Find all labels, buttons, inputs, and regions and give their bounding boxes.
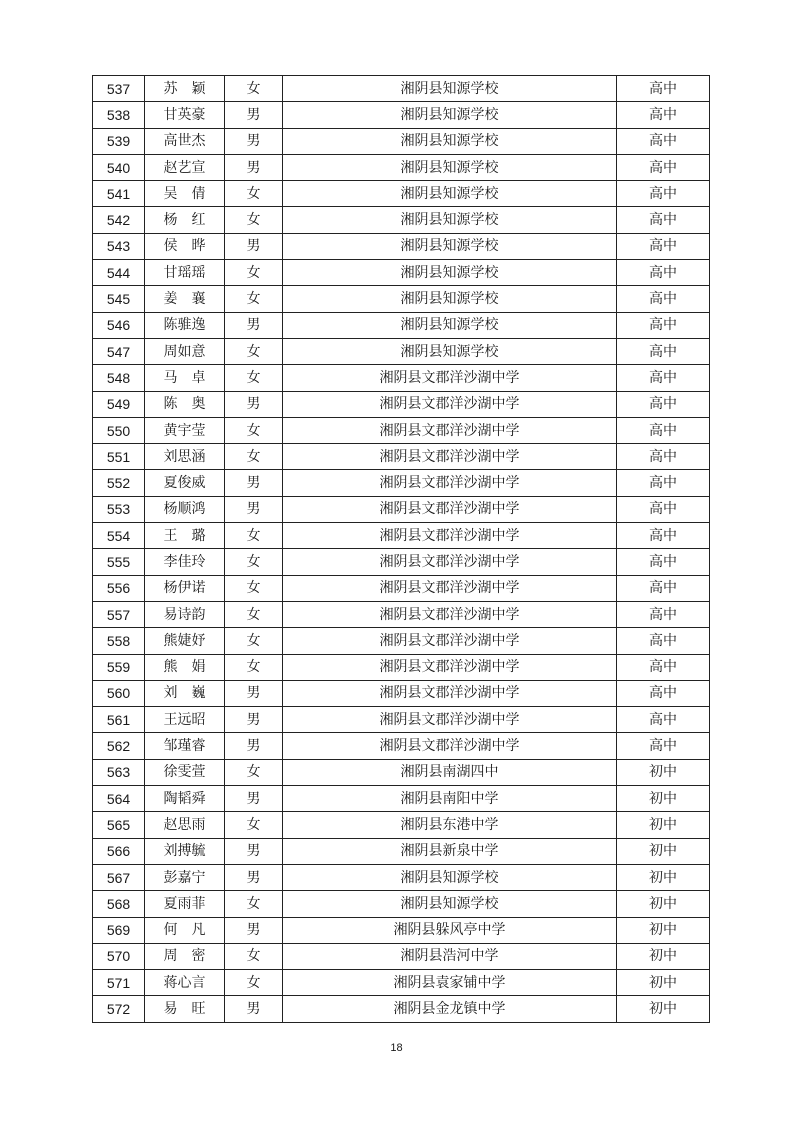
school-level-cell: 高中 <box>617 338 710 364</box>
table-row <box>93 549 710 575</box>
table-row <box>93 312 710 338</box>
student-name-cell: 姜 襄 <box>145 286 225 312</box>
table-row <box>93 470 710 496</box>
school-name-cell: 湘阴县知源学校 <box>283 181 617 207</box>
school-level-cell: 高中 <box>617 207 710 233</box>
row-number-cell: 571 <box>93 970 145 996</box>
student-name-cell: 刘搏毓 <box>145 838 225 864</box>
table-row <box>93 733 710 759</box>
table-row <box>93 523 710 549</box>
row-number-cell: 557 <box>93 601 145 627</box>
school-level-cell: 高中 <box>617 654 710 680</box>
table-row <box>93 970 710 996</box>
student-gender-cell: 女 <box>225 365 283 391</box>
student-name-cell: 刘 巍 <box>145 680 225 706</box>
school-level-cell: 高中 <box>617 601 710 627</box>
school-level-cell: 高中 <box>617 707 710 733</box>
school-level-cell: 高中 <box>617 575 710 601</box>
school-level-cell: 高中 <box>617 286 710 312</box>
school-name-cell: 湘阴县南阳中学 <box>283 786 617 812</box>
table-row <box>93 338 710 364</box>
school-level-cell: 高中 <box>617 181 710 207</box>
table-row <box>93 102 710 128</box>
student-gender-cell: 男 <box>225 680 283 706</box>
student-name-cell: 周 密 <box>145 943 225 969</box>
table-row <box>93 207 710 233</box>
school-level-cell: 高中 <box>617 444 710 470</box>
school-name-cell: 湘阴县文郡洋沙湖中学 <box>283 391 617 417</box>
table-row <box>93 864 710 890</box>
school-name-cell: 湘阴县知源学校 <box>283 864 617 890</box>
school-name-cell: 湘阴县知源学校 <box>283 76 617 102</box>
row-number-cell: 555 <box>93 549 145 575</box>
student-gender-cell: 女 <box>225 286 283 312</box>
row-number-cell: 550 <box>93 417 145 443</box>
student-gender-cell: 男 <box>225 233 283 259</box>
row-number-cell: 570 <box>93 943 145 969</box>
row-number-cell: 568 <box>93 891 145 917</box>
student-gender-cell: 男 <box>225 996 283 1022</box>
row-number-cell: 567 <box>93 864 145 890</box>
school-level-cell: 初中 <box>617 812 710 838</box>
school-level-cell: 初中 <box>617 891 710 917</box>
student-name-cell: 黄宇莹 <box>145 417 225 443</box>
table-row <box>93 759 710 785</box>
student-gender-cell: 女 <box>225 260 283 286</box>
student-gender-cell: 女 <box>225 76 283 102</box>
student-name-cell: 周如意 <box>145 338 225 364</box>
table-row <box>93 917 710 943</box>
school-name-cell: 湘阴县知源学校 <box>283 891 617 917</box>
student-gender-cell: 女 <box>225 812 283 838</box>
school-name-cell: 湘阴县文郡洋沙湖中学 <box>283 523 617 549</box>
student-name-cell: 苏 颖 <box>145 76 225 102</box>
table-row <box>93 601 710 627</box>
school-level-cell: 初中 <box>617 864 710 890</box>
school-name-cell: 湘阴县知源学校 <box>283 102 617 128</box>
school-name-cell: 湘阴县躲风亭中学 <box>283 917 617 943</box>
table-row <box>93 417 710 443</box>
row-number-cell: 559 <box>93 654 145 680</box>
school-level-cell: 高中 <box>617 76 710 102</box>
table-row <box>93 76 710 102</box>
school-name-cell: 湘阴县知源学校 <box>283 128 617 154</box>
school-name-cell: 湘阴县袁家铺中学 <box>283 970 617 996</box>
row-number-cell: 565 <box>93 812 145 838</box>
school-name-cell: 湘阴县文郡洋沙湖中学 <box>283 417 617 443</box>
table-row <box>93 838 710 864</box>
row-number-cell: 541 <box>93 181 145 207</box>
page-number: 18 <box>390 1042 403 1054</box>
student-name-cell: 夏俊威 <box>145 470 225 496</box>
student-gender-cell: 女 <box>225 207 283 233</box>
row-number-cell: 558 <box>93 628 145 654</box>
school-name-cell: 湘阴县知源学校 <box>283 312 617 338</box>
student-name-cell: 甘英豪 <box>145 102 225 128</box>
table-row <box>93 365 710 391</box>
table-row <box>93 181 710 207</box>
school-level-cell: 高中 <box>617 128 710 154</box>
student-name-cell: 杨伊诺 <box>145 575 225 601</box>
school-name-cell: 湘阴县文郡洋沙湖中学 <box>283 575 617 601</box>
school-level-cell: 高中 <box>617 312 710 338</box>
student-gender-cell: 男 <box>225 838 283 864</box>
school-level-cell: 高中 <box>617 233 710 259</box>
row-number-cell: 549 <box>93 391 145 417</box>
student-gender-cell: 女 <box>225 444 283 470</box>
table-row <box>93 575 710 601</box>
student-gender-cell: 男 <box>225 917 283 943</box>
student-name-cell: 蒋心言 <box>145 970 225 996</box>
student-name-cell: 易诗韵 <box>145 601 225 627</box>
school-name-cell: 湘阴县文郡洋沙湖中学 <box>283 496 617 522</box>
student-name-cell: 陈骓逸 <box>145 312 225 338</box>
school-level-cell: 高中 <box>617 391 710 417</box>
school-name-cell: 湘阴县南湖四中 <box>283 759 617 785</box>
table-row <box>93 260 710 286</box>
school-name-cell: 湘阴县知源学校 <box>283 338 617 364</box>
student-name-cell: 彭嘉宁 <box>145 864 225 890</box>
student-name-cell: 徐雯萱 <box>145 759 225 785</box>
student-name-cell: 易 旺 <box>145 996 225 1022</box>
student-gender-cell: 女 <box>225 891 283 917</box>
table-row <box>93 943 710 969</box>
student-gender-cell: 女 <box>225 417 283 443</box>
school-name-cell: 湘阴县新泉中学 <box>283 838 617 864</box>
student-name-cell: 夏雨菲 <box>145 891 225 917</box>
student-name-cell: 赵艺宣 <box>145 154 225 180</box>
student-gender-cell: 女 <box>225 970 283 996</box>
row-number-cell: 561 <box>93 707 145 733</box>
table-row <box>93 786 710 812</box>
school-level-cell: 高中 <box>617 549 710 575</box>
school-level-cell: 初中 <box>617 996 710 1022</box>
row-number-cell: 545 <box>93 286 145 312</box>
table-row <box>93 628 710 654</box>
student-gender-cell: 男 <box>225 864 283 890</box>
student-name-cell: 李佳玲 <box>145 549 225 575</box>
school-level-cell: 高中 <box>617 470 710 496</box>
student-name-cell: 侯 晔 <box>145 233 225 259</box>
school-level-cell: 高中 <box>617 733 710 759</box>
student-gender-cell: 男 <box>225 470 283 496</box>
school-level-cell: 初中 <box>617 943 710 969</box>
student-name-cell: 刘思涵 <box>145 444 225 470</box>
student-name-cell: 熊婕妤 <box>145 628 225 654</box>
school-name-cell: 湘阴县文郡洋沙湖中学 <box>283 549 617 575</box>
row-number-cell: 566 <box>93 838 145 864</box>
student-name-cell: 高世杰 <box>145 128 225 154</box>
roster-body <box>93 76 710 1023</box>
row-number-cell: 539 <box>93 128 145 154</box>
table-row <box>93 707 710 733</box>
table-row <box>93 812 710 838</box>
student-roster-table <box>92 75 710 1023</box>
school-level-cell: 初中 <box>617 759 710 785</box>
school-name-cell: 湘阴县文郡洋沙湖中学 <box>283 654 617 680</box>
school-name-cell: 湘阴县知源学校 <box>283 207 617 233</box>
table-row <box>93 496 710 522</box>
school-name-cell: 湘阴县东港中学 <box>283 812 617 838</box>
school-level-cell: 初中 <box>617 970 710 996</box>
student-gender-cell: 男 <box>225 391 283 417</box>
student-gender-cell: 女 <box>225 628 283 654</box>
row-number-cell: 547 <box>93 338 145 364</box>
row-number-cell: 553 <box>93 496 145 522</box>
school-level-cell: 高中 <box>617 260 710 286</box>
student-name-cell: 甘瑶瑶 <box>145 260 225 286</box>
school-level-cell: 高中 <box>617 523 710 549</box>
student-gender-cell: 男 <box>225 312 283 338</box>
school-name-cell: 湘阴县浩河中学 <box>283 943 617 969</box>
student-gender-cell: 男 <box>225 786 283 812</box>
student-name-cell: 陈 奥 <box>145 391 225 417</box>
row-number-cell: 546 <box>93 312 145 338</box>
row-number-cell: 542 <box>93 207 145 233</box>
student-gender-cell: 女 <box>225 759 283 785</box>
student-name-cell: 邹瑾睿 <box>145 733 225 759</box>
school-name-cell: 湘阴县知源学校 <box>283 260 617 286</box>
school-name-cell: 湘阴县文郡洋沙湖中学 <box>283 733 617 759</box>
table-row <box>93 154 710 180</box>
school-name-cell: 湘阴县文郡洋沙湖中学 <box>283 365 617 391</box>
school-level-cell: 高中 <box>617 680 710 706</box>
table-row <box>93 233 710 259</box>
student-name-cell: 赵思雨 <box>145 812 225 838</box>
school-name-cell: 湘阴县文郡洋沙湖中学 <box>283 601 617 627</box>
student-gender-cell: 女 <box>225 549 283 575</box>
school-name-cell: 湘阴县金龙镇中学 <box>283 996 617 1022</box>
school-name-cell: 湘阴县文郡洋沙湖中学 <box>283 444 617 470</box>
row-number-cell: 572 <box>93 996 145 1022</box>
school-name-cell: 湘阴县文郡洋沙湖中学 <box>283 680 617 706</box>
student-gender-cell: 男 <box>225 707 283 733</box>
school-level-cell: 高中 <box>617 154 710 180</box>
student-name-cell: 马 卓 <box>145 365 225 391</box>
table-row <box>93 286 710 312</box>
row-number-cell: 554 <box>93 523 145 549</box>
student-gender-cell: 男 <box>225 154 283 180</box>
school-level-cell: 高中 <box>617 417 710 443</box>
row-number-cell: 548 <box>93 365 145 391</box>
student-gender-cell: 男 <box>225 496 283 522</box>
table-row <box>93 680 710 706</box>
school-level-cell: 高中 <box>617 365 710 391</box>
school-name-cell: 湘阴县知源学校 <box>283 154 617 180</box>
student-name-cell: 何 凡 <box>145 917 225 943</box>
school-level-cell: 初中 <box>617 786 710 812</box>
student-name-cell: 陶韬舜 <box>145 786 225 812</box>
student-gender-cell: 女 <box>225 181 283 207</box>
row-number-cell: 569 <box>93 917 145 943</box>
student-name-cell: 王远昭 <box>145 707 225 733</box>
table-row <box>93 444 710 470</box>
row-number-cell: 544 <box>93 260 145 286</box>
student-gender-cell: 男 <box>225 733 283 759</box>
row-number-cell: 537 <box>93 76 145 102</box>
table-row <box>93 654 710 680</box>
student-name-cell: 王 璐 <box>145 523 225 549</box>
school-level-cell: 初中 <box>617 838 710 864</box>
row-number-cell: 543 <box>93 233 145 259</box>
table-row <box>93 391 710 417</box>
table-row <box>93 996 710 1022</box>
row-number-cell: 564 <box>93 786 145 812</box>
table-row <box>93 891 710 917</box>
school-name-cell: 湘阴县文郡洋沙湖中学 <box>283 707 617 733</box>
row-number-cell: 562 <box>93 733 145 759</box>
student-gender-cell: 男 <box>225 128 283 154</box>
student-name-cell: 杨 红 <box>145 207 225 233</box>
student-name-cell: 熊 娟 <box>145 654 225 680</box>
student-name-cell: 吴 倩 <box>145 181 225 207</box>
student-gender-cell: 女 <box>225 654 283 680</box>
school-name-cell: 湘阴县文郡洋沙湖中学 <box>283 628 617 654</box>
student-gender-cell: 女 <box>225 601 283 627</box>
school-name-cell: 湘阴县文郡洋沙湖中学 <box>283 470 617 496</box>
school-name-cell: 湘阴县知源学校 <box>283 286 617 312</box>
school-level-cell: 高中 <box>617 496 710 522</box>
row-number-cell: 551 <box>93 444 145 470</box>
school-name-cell: 湘阴县知源学校 <box>283 233 617 259</box>
student-gender-cell: 女 <box>225 338 283 364</box>
student-gender-cell: 女 <box>225 575 283 601</box>
row-number-cell: 560 <box>93 680 145 706</box>
student-gender-cell: 女 <box>225 523 283 549</box>
student-gender-cell: 女 <box>225 943 283 969</box>
school-level-cell: 初中 <box>617 917 710 943</box>
student-gender-cell: 男 <box>225 102 283 128</box>
row-number-cell: 540 <box>93 154 145 180</box>
row-number-cell: 552 <box>93 470 145 496</box>
row-number-cell: 556 <box>93 575 145 601</box>
school-level-cell: 高中 <box>617 102 710 128</box>
school-level-cell: 高中 <box>617 628 710 654</box>
student-name-cell: 杨顺鸿 <box>145 496 225 522</box>
table-row <box>93 128 710 154</box>
row-number-cell: 563 <box>93 759 145 785</box>
row-number-cell: 538 <box>93 102 145 128</box>
